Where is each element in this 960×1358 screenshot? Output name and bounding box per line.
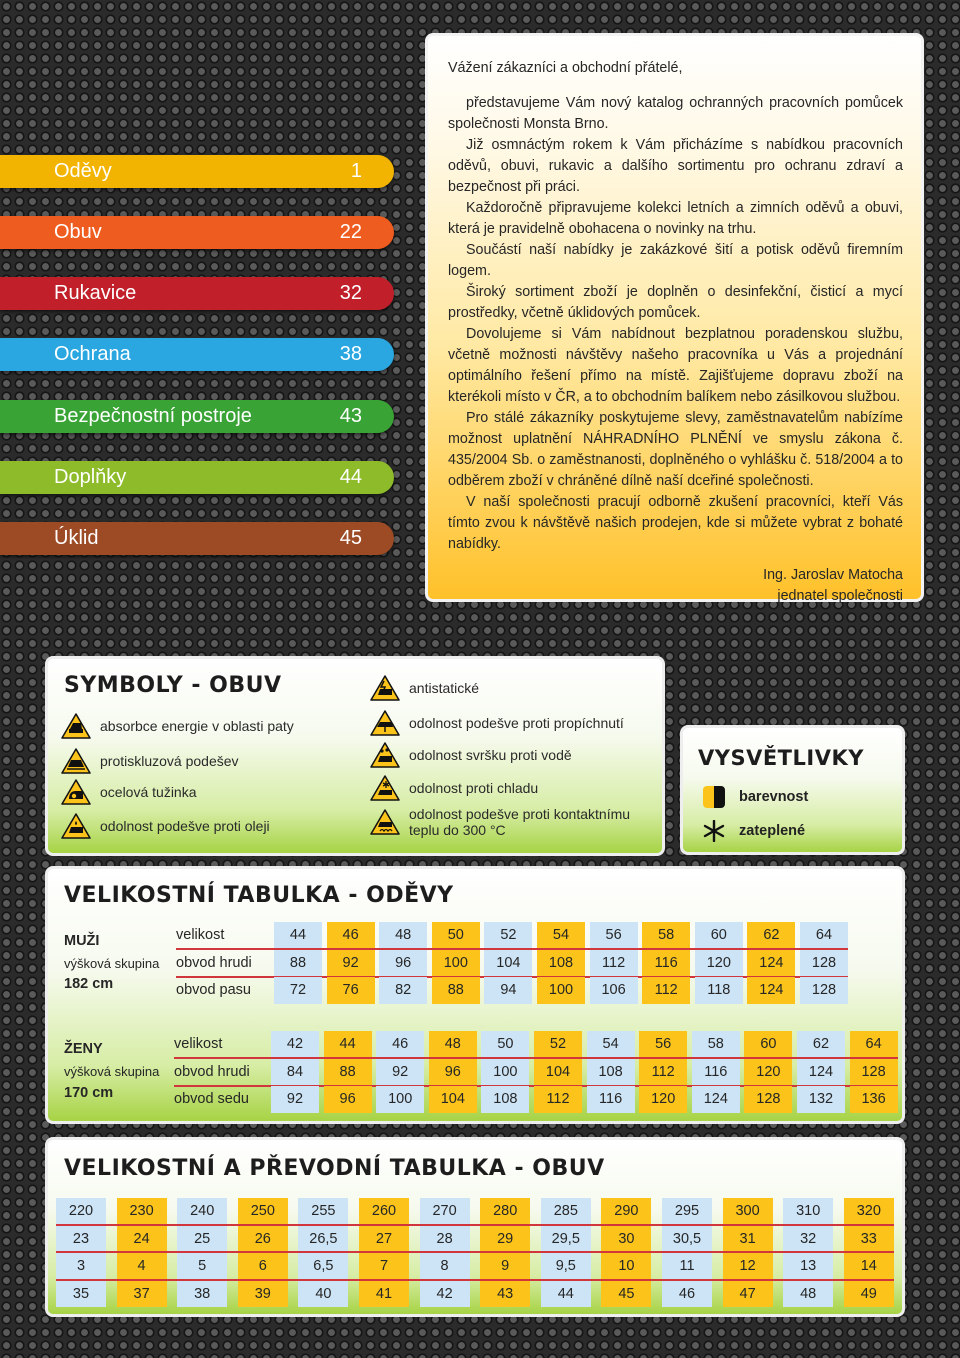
menu-item[interactable] <box>0 277 394 310</box>
shoe-size-cell: 25 <box>177 1226 227 1252</box>
menu-item[interactable] <box>0 155 394 188</box>
menu-item-page: 38 <box>339 343 362 365</box>
shoe-size-cell: 43 <box>480 1281 530 1307</box>
men-height-label: výšková skupina <box>64 956 160 971</box>
symbols-title: SYMBOLY - OBUV <box>64 673 282 698</box>
symbols-panel <box>45 656 665 856</box>
size-cell: 56 <box>590 922 638 949</box>
size-cell: 104 <box>429 1086 477 1113</box>
size-cell: 100 <box>481 1059 529 1086</box>
size-cell: 56 <box>639 1031 687 1058</box>
size-cell: 116 <box>587 1086 635 1113</box>
size-cell: 116 <box>692 1059 740 1086</box>
symbol-row <box>61 779 341 805</box>
menu-item-label: Úklid <box>54 527 99 549</box>
symbol-label: antistatické <box>409 680 480 696</box>
size-cell: 128 <box>800 950 848 977</box>
size-cell: 96 <box>379 950 427 977</box>
shoe-size-cell: 30,5 <box>662 1226 712 1252</box>
size-cell: 104 <box>484 950 532 977</box>
size-cell: 48 <box>379 922 427 949</box>
shoe-size-cell: 38 <box>177 1281 227 1307</box>
shoe-size-cell: 42 <box>420 1281 470 1307</box>
menu-item-label: Ochrana <box>54 343 131 365</box>
color-swatch-icon <box>703 786 725 808</box>
menu-item-page: 1 <box>350 160 362 182</box>
size-cell: 124 <box>692 1086 740 1113</box>
shoe-size-cell: 48 <box>783 1281 833 1307</box>
size-cell: 44 <box>274 922 322 949</box>
legend-label: barevnost <box>739 789 809 805</box>
men-height-value: 182 cm <box>64 976 114 992</box>
shoe-size-cell: 32 <box>783 1226 833 1252</box>
antistatic-icon <box>370 675 400 701</box>
shoe-size-cell: 41 <box>359 1281 409 1307</box>
men-group-label: MUŽI <box>64 933 100 949</box>
symbol-row <box>370 742 650 768</box>
size-cell: 116 <box>642 950 690 977</box>
size-cell: 72 <box>274 977 322 1004</box>
water-resistant-upper-icon <box>370 742 400 768</box>
size-cell: 50 <box>481 1031 529 1058</box>
steel-toecap-icon <box>61 779 91 805</box>
women-height-label: výšková skupina <box>64 1064 160 1079</box>
size-cell: 132 <box>797 1086 845 1113</box>
size-cell: 124 <box>747 977 795 1004</box>
menu-item[interactable] <box>0 400 394 433</box>
heat-resistant-sole-icon <box>370 809 400 835</box>
size-cell: 112 <box>639 1059 687 1086</box>
shoe-size-cell: 33 <box>844 1226 894 1252</box>
menu-item-page: 43 <box>339 405 362 427</box>
size-cell: 84 <box>271 1059 319 1086</box>
shoe-size-cell: 24 <box>117 1226 167 1252</box>
shoe-size-cell: 320 <box>844 1198 894 1224</box>
clothing-title: VELIKOSTNÍ TABULKA - ODĚVY <box>64 883 454 908</box>
shoe-size-cell: 35 <box>56 1281 106 1307</box>
shoe-size-cell: 10 <box>601 1253 651 1279</box>
size-row-label: obvod hrudi <box>176 954 252 971</box>
size-cell: 100 <box>376 1086 424 1113</box>
size-cell: 92 <box>376 1059 424 1086</box>
shoe-size-cell: 240 <box>177 1198 227 1224</box>
legend-title: VYSVĚTLIVKY <box>698 746 864 770</box>
size-cell: 88 <box>274 950 322 977</box>
shoe-size-cell: 8 <box>420 1253 470 1279</box>
menu-item-label: Obuv <box>54 221 102 243</box>
size-cell: 100 <box>432 950 480 977</box>
shoe-size-cell: 290 <box>601 1198 651 1224</box>
women-height-value: 170 cm <box>64 1085 114 1101</box>
size-cell: 128 <box>800 977 848 1004</box>
shoe-size-cell: 13 <box>783 1253 833 1279</box>
menu-item-page: 22 <box>339 221 362 243</box>
size-row-label: velikost <box>174 1036 223 1052</box>
shoe-size-cell: 39 <box>238 1281 288 1307</box>
shoe-size-cell: 280 <box>480 1198 530 1224</box>
size-cell: 108 <box>537 950 585 977</box>
legend-panel <box>680 725 905 855</box>
size-cell: 60 <box>744 1031 792 1058</box>
menu-item[interactable] <box>0 338 394 371</box>
symbol-row <box>61 713 341 739</box>
puncture-resistant-sole-icon <box>370 710 400 736</box>
intro-paragraph: Každoročně připravujeme kolekci letních a zimních oděvů a obuvi, která je pravidelně obohacena o novinky na trhu. <box>448 200 903 237</box>
size-cell: 106 <box>590 977 638 1004</box>
size-cell: 62 <box>747 922 795 949</box>
size-cell: 100 <box>537 977 585 1004</box>
size-cell: 60 <box>695 922 743 949</box>
symbol-row <box>370 675 650 701</box>
size-cell: 48 <box>429 1031 477 1058</box>
symbol-label: ocelová tužinka <box>100 784 197 800</box>
size-cell: 46 <box>327 922 375 949</box>
size-cell: 46 <box>376 1031 424 1058</box>
size-cell: 44 <box>324 1031 372 1058</box>
shoe-size-cell: 14 <box>844 1253 894 1279</box>
size-cell: 104 <box>534 1059 582 1086</box>
size-cell: 82 <box>379 977 427 1004</box>
shoe-size-cell: 260 <box>359 1198 409 1224</box>
symbol-label: odolnost podešve proti propíchnutí <box>409 715 624 731</box>
shoe-size-cell: 23 <box>56 1226 106 1252</box>
symbol-label: odolnost svršku proti vodě <box>409 747 572 763</box>
shoe-size-cell: 250 <box>238 1198 288 1224</box>
shoe-size-cell: 29 <box>480 1226 530 1252</box>
menu-item-label: Oděvy <box>54 160 112 182</box>
menu-item[interactable] <box>0 461 394 494</box>
size-cell: 94 <box>484 977 532 1004</box>
shoe-size-cell: 295 <box>662 1198 712 1224</box>
symbol-label: absorbce energie v oblasti paty <box>100 718 294 734</box>
size-cell: 124 <box>797 1059 845 1086</box>
shoe-size-cell: 255 <box>298 1198 348 1224</box>
shoe-size-cell: 46 <box>662 1281 712 1307</box>
shoe-size-cell: 9,5 <box>541 1253 591 1279</box>
size-cell: 64 <box>850 1031 898 1058</box>
size-cell: 88 <box>432 977 480 1004</box>
shoe-size-cell: 28 <box>420 1226 470 1252</box>
menu-item-label: Rukavice <box>54 282 137 304</box>
symbol-row <box>370 775 650 801</box>
shoe-size-cell: 31 <box>723 1226 773 1252</box>
size-row-label: obvod hrudi <box>174 1063 250 1080</box>
shoe-size-cell: 37 <box>117 1281 167 1307</box>
shoe-size-cell: 300 <box>723 1198 773 1224</box>
shoe-size-cell: 3 <box>56 1253 106 1279</box>
shoe-size-cell: 4 <box>117 1253 167 1279</box>
size-cell: 112 <box>590 950 638 977</box>
shoe-size-cell: 44 <box>541 1281 591 1307</box>
menu-item-page: 44 <box>339 466 362 488</box>
size-cell: 118 <box>695 977 743 1004</box>
symbol-row <box>61 813 341 839</box>
shoe-size-cell: 49 <box>844 1281 894 1307</box>
size-cell: 108 <box>481 1086 529 1113</box>
size-cell: 120 <box>639 1086 687 1113</box>
signature-role: jednatel společnosti <box>777 588 903 604</box>
menu-item-label: Bezpečnostní postroje <box>54 405 252 427</box>
size-cell: 120 <box>744 1059 792 1086</box>
intro-paragraph: Dovolujeme si Vám nabídnout bezplatnou poradenskou službu, včetně možnosti návštěvy našeho pracovníka u Vás a projednání optimálního řešení přímo na místě. Zajišťujeme dopravu zboží na kterékoli místo v ČR, a to obchodním balíkem nebo zásilkovou službou. <box>448 326 903 405</box>
size-row-label: obvod pasu <box>176 982 251 998</box>
intro-paragraph: Součástí naší nabídky je zakázkové šití a potisk oděvů firemním logem. <box>448 242 903 279</box>
size-cell: 92 <box>271 1086 319 1113</box>
shoe-size-cell: 6 <box>238 1253 288 1279</box>
size-cell: 96 <box>324 1086 372 1113</box>
clothing-size-panel <box>45 866 905 1124</box>
shoe-size-cell: 40 <box>298 1281 348 1307</box>
cold-resistance-icon <box>370 775 400 801</box>
size-cell: 108 <box>587 1059 635 1086</box>
intro-paragraph: Pro stálé zákazníky poskytujeme slevy, zaměstnavatelům nabízíme možnost uplatnění NÁHRADNÍHO PLNĚNÍ ve smyslu zákona č. 435/2004 Sb. o zaměstnanosti, doplněného o vyhlášku č. 518/2004 a to odběrem zboží v chráněné dílně naší dceřiné společnosti. <box>448 410 903 489</box>
size-cell: 92 <box>327 950 375 977</box>
size-cell: 124 <box>747 950 795 977</box>
women-group-label: ŽENY <box>64 1041 103 1057</box>
menu-item-page: 32 <box>339 282 362 304</box>
shoe-size-cell: 26 <box>238 1226 288 1252</box>
intro-paragraph: V naší společnosti pracují odborně zkušení pracovníci, kteří Vás tímto zvou k návštěvě našich prodejen, kde si můžete vybrat z bohaté nabídky. <box>448 494 903 552</box>
shoe-size-cell: 5 <box>177 1253 227 1279</box>
intro-greeting: Vážení zákazníci a obchodní přátelé, <box>448 60 683 76</box>
size-cell: 50 <box>432 922 480 949</box>
size-cell: 96 <box>429 1059 477 1086</box>
shoe-size-cell: 26,5 <box>298 1226 348 1252</box>
legend-item-color <box>703 786 808 808</box>
symbol-label: protiskluzová podešev <box>100 753 239 769</box>
shoe-size-cell: 9 <box>480 1253 530 1279</box>
size-cell: 88 <box>324 1059 372 1086</box>
oil-resistant-sole-icon <box>61 813 91 839</box>
shoe-size-cell: 27 <box>359 1226 409 1252</box>
size-cell: 120 <box>695 950 743 977</box>
symbol-row <box>370 710 650 736</box>
shoe-title: VELIKOSTNÍ A PŘEVODNÍ TABULKA - OBUV <box>64 1156 605 1181</box>
snowflake-icon <box>703 820 725 842</box>
shoe-size-cell: 12 <box>723 1253 773 1279</box>
size-cell: 54 <box>587 1031 635 1058</box>
size-cell: 136 <box>850 1086 898 1113</box>
intro-paragraph: představujeme Vám nový katalog ochranných pracovních pomůcek společnosti Monsta Brno. <box>448 95 903 132</box>
size-cell: 112 <box>642 977 690 1004</box>
menu-item[interactable] <box>0 522 394 555</box>
size-cell: 52 <box>534 1031 582 1058</box>
intro-paragraph: Již osmnáctým rokem k Vám přicházíme s nabídkou pracovních oděvů, obuvi, rukavic a dalšího sortimentu pro ochranu zdraví a bezpečnost při práci. <box>448 137 903 195</box>
shoe-size-cell: 47 <box>723 1281 773 1307</box>
shoe-size-cell: 30 <box>601 1226 651 1252</box>
size-cell: 42 <box>271 1031 319 1058</box>
shoe-size-cell: 310 <box>783 1198 833 1224</box>
menu-item-page: 45 <box>339 527 362 549</box>
intro-paragraph: Široký sortiment zboží je doplněn o desinfekční, čisticí a mycí prostředky, včetně úklidových pomůcek. <box>448 284 903 321</box>
size-cell: 54 <box>537 922 585 949</box>
symbol-label: odolnost podešve proti oleji <box>100 818 270 834</box>
shoe-size-cell: 7 <box>359 1253 409 1279</box>
size-cell: 52 <box>484 922 532 949</box>
size-row-label: velikost <box>176 927 225 943</box>
shoe-size-cell: 230 <box>117 1198 167 1224</box>
shoe-size-cell: 11 <box>662 1253 712 1279</box>
size-cell: 58 <box>642 922 690 949</box>
size-cell: 128 <box>850 1059 898 1086</box>
shoe-size-cell: 220 <box>56 1198 106 1224</box>
menu-item-label: Doplňky <box>54 466 127 488</box>
size-cell: 128 <box>744 1086 792 1113</box>
legend-item-insulated <box>703 820 805 842</box>
shoe-size-cell: 6,5 <box>298 1253 348 1279</box>
size-cell: 112 <box>534 1086 582 1113</box>
symbol-label: odolnost proti chladu <box>409 780 539 796</box>
anti-slip-sole-icon <box>61 748 91 774</box>
size-cell: 62 <box>797 1031 845 1058</box>
shoe-size-cell: 270 <box>420 1198 470 1224</box>
intro-letter <box>425 33 924 602</box>
shoe-size-panel <box>45 1137 905 1317</box>
energy-absorption-heel-icon <box>61 713 91 739</box>
size-cell: 58 <box>692 1031 740 1058</box>
shoe-size-cell: 45 <box>601 1281 651 1307</box>
shoe-size-cell: 29,5 <box>541 1226 591 1252</box>
menu-item[interactable] <box>0 216 394 249</box>
size-cell: 64 <box>800 922 848 949</box>
size-cell: 76 <box>327 977 375 1004</box>
size-row-label: obvod sedu <box>174 1091 249 1107</box>
signature-name: Ing. Jaroslav Matocha <box>763 567 903 583</box>
symbol-row <box>370 806 650 838</box>
symbol-row <box>61 748 341 774</box>
legend-label: zateplené <box>739 823 806 839</box>
shoe-size-cell: 285 <box>541 1198 591 1224</box>
symbol-label: odolnost podešve proti kontaktnímu teplu do 300 °C <box>409 806 631 838</box>
